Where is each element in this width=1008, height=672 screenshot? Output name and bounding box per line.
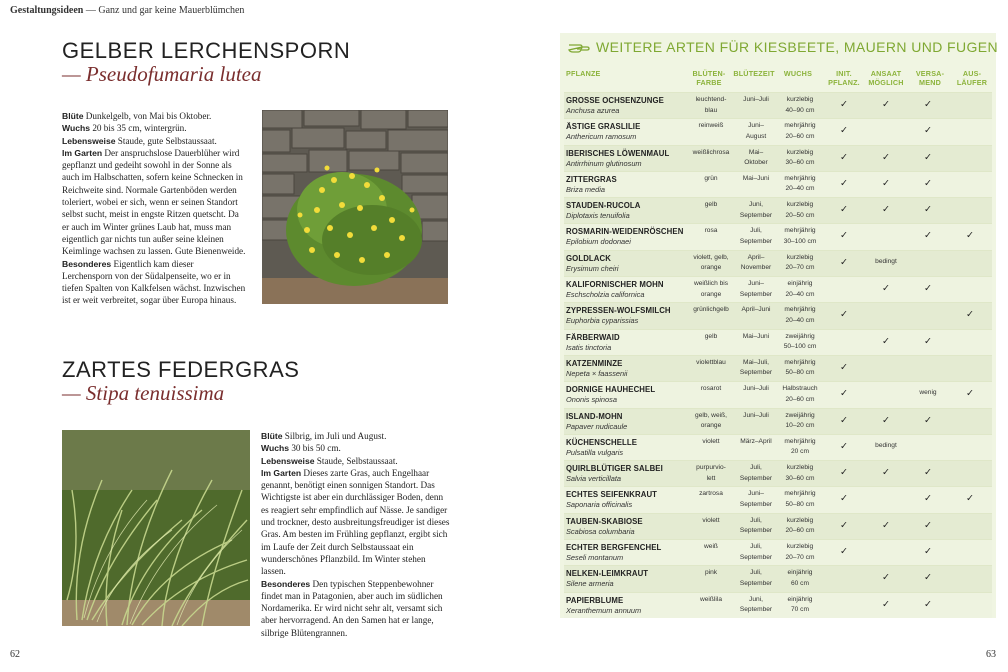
cell-zeit: Juni, September [739,595,773,614]
check-icon: ✓ [924,99,932,110]
cell-wuchs: Halbstrauch 20–60 cm [782,385,818,403]
plant-latin: Anthericum ramosum [566,132,637,142]
label-bluete: Blüte [261,431,283,441]
plant-latin: Epilobium dodonaei [566,237,631,247]
label-garten: Im Garten [62,147,103,158]
table-row [564,145,992,171]
check-icon: ✓ [924,493,932,505]
col-zeit: BLÜTEZEIT [733,69,775,78]
plant-latin: Antirrhinum glutinosum [566,158,642,168]
header-title: Ganz und gar keine Mauerblümchen [98,5,245,16]
cell-zeit: Juni–Juli [743,96,769,103]
plant-name: ISLAND-MOHN [566,411,623,421]
table-row [564,408,992,434]
check-icon: ✓ [882,572,890,584]
plant2-photo [62,430,250,626]
cell-zeit: Juni– August [745,122,767,140]
plant-latin: Scabiosa columbaria [566,526,635,536]
check-icon: ✓ [840,256,848,268]
table-row [564,592,992,618]
cell-zeit: März–April [740,437,772,445]
table-header [560,67,996,91]
table-row [564,565,992,591]
table-row [564,355,992,381]
col-wuchs: WUCHS [783,69,813,78]
check-icon: ✓ [924,204,932,216]
check-icon: ✓ [840,546,848,558]
plant-name: PAPIERBLUME [566,595,624,605]
plant-name: KÜCHENSCHELLE [566,437,638,447]
plant-latin: Ononis spinosa [566,395,617,405]
col-farbe: BLÜTEN- FARBE [692,69,726,87]
check-icon: ✓ [840,467,848,479]
plant1-description [62,110,246,307]
table-row [564,513,992,539]
cell-zeit: April–Juni [741,306,771,314]
table-row [564,539,992,565]
cell-zeit: Mai–Juli, September [739,358,773,377]
table-row [564,302,992,328]
plant-name: TAUBEN-SKABIOSE [566,516,643,526]
text-besonderes: Den typischen Steppenbewohner findet man in Patagonien, aber auch im südlichen Nordamerika. Er wird nicht sehr alt, versamt sich aber hervorragend. An den Samen hat er lange, silbrige Blütengrannen. [261,578,443,638]
plant-name: STAUDEN-RUCOLA [566,201,641,211]
cell-zeit: Mai–Juni [742,332,770,340]
check-icon: ✓ [924,283,932,295]
plant-latin: Nepeta × faassenii [566,368,628,378]
cell-zeit: Juli, September [739,464,773,482]
check-icon: ✓ [840,204,848,216]
table-row [564,486,992,512]
check-icon: ✓ [924,546,932,558]
check-icon: ✓ [840,440,848,452]
text-besonderes: Eigentlich kam dieser Lerchensporn von der Südalpenseite, wo er in tiefen Spalten von Kalkfelsen wächst. Inzwischen ist er weit verbreitet, sogar über Europa hinaus. [62,258,246,306]
table-row [564,329,992,355]
check-icon: ✓ [924,467,932,479]
check-icon: ✓ [966,388,974,400]
plant-latin: Seseli montanum [566,553,624,563]
label-garten: Im Garten [261,467,302,478]
text-lebensweise: Staude, Selbstaussaat. [316,455,398,466]
cell-zeit: April– November [740,253,772,272]
table-row [564,276,992,302]
cell-zeit: Juli, September [739,516,773,535]
plant-latin: Pulsatilla vulgaris [566,447,624,457]
check-icon: ✓ [882,99,890,110]
cell-wuchs: mehrjährig 20–60 cm [784,122,816,140]
cell-ansaat-text: bedingt [875,441,897,449]
plant1-title: GELBER LERCHENSPORN [62,38,351,63]
table-row [564,381,992,407]
check-icon: ✓ [966,309,974,321]
cell-zeit: Juli, September [739,543,773,561]
check-icon: ✓ [840,414,848,426]
cell-zeit: Juni, September [739,201,773,219]
check-icon: ✓ [882,598,890,610]
label-besonderes: Besonderes [62,258,112,269]
check-icon: ✓ [882,414,890,426]
cell-farbe: rosa [704,227,718,235]
check-icon: ✓ [882,204,890,216]
plant-latin: Briza media [566,184,606,194]
cell-wuchs: mehrjährig 20–40 cm [784,174,816,193]
col-auslaeufer: AUS- LÄUFER [956,69,988,87]
table-row [564,118,992,144]
plant2-latin: — Stipa tenuissima [62,381,225,405]
table-row [564,434,992,460]
cell-wuchs: kurzlebig 20–50 cm [785,201,815,219]
cell-farbe: weißlichrosa [692,148,730,156]
check-icon: ✓ [840,361,848,373]
cell-wuchs: mehrjährig 30–100 cm [783,227,817,245]
plant1-latin: — Pseudofumaria lutea [62,62,262,86]
check-icon: ✓ [840,309,848,321]
table-row [564,171,992,197]
table-row [564,460,992,486]
cell-farbe: gelb [704,201,718,209]
cell-zeit: Juni–Juli [743,411,769,419]
check-icon: ✓ [966,493,974,505]
label-lebensweise: Lebensweise [62,135,116,146]
col-pflanze: PFLANZE [566,69,601,78]
cell-zeit: Juni–Juli [743,385,769,393]
cell-farbe: weißlila [700,595,722,603]
plant-name: ZYPRESSEN-WOLFSMILCH [566,306,671,316]
cell-farbe: pink [704,569,718,577]
plant-latin: Saponaria officinalis [566,500,633,510]
check-icon: ✓ [924,598,932,610]
check-icon: ✓ [840,177,848,189]
cell-farbe: gelb [704,332,718,340]
check-icon: ✓ [924,519,932,531]
cell-wuchs: kurzlebig 30–60 cm [785,148,815,167]
cell-farbe: rosarot [700,385,722,393]
check-icon: ✓ [840,388,848,400]
plant-name: ROSMARIN-WEIDENRÖSCHEN [566,227,684,237]
check-icon: ✓ [924,230,932,242]
table-row [564,223,992,249]
plant-latin: Isatis tinctoria [566,342,612,352]
cell-wuchs: kurzlebig 20–60 cm [785,516,815,535]
text-garten: Dieses zarte Gras, auch Engelhaar genannt, benötigt einen sonnigen Standort. Das Wichtigste ist aber ein durchlässiger Boden, denn es reagiert sehr empfindlich auf Nässe. Je sandiger und trockner, desto ausbreitungsfreudiger ist dieses Gras. Am besten im Frühling gepflanzt, ergibt sich im Laufe der Zeit durch Selbstaussaat ein wunderschönes Pflanzbild. Im Winter stehen lassen. [261,467,450,577]
check-icon: ✓ [840,125,848,137]
cell-wuchs: mehrjährig 20–40 cm [784,306,816,324]
plant-latin: Silene armeria [566,579,614,589]
plant2-description [261,430,451,639]
pointing-hand-icon [568,40,590,54]
plant-latin: Erysimum cheiri [566,263,619,273]
plant-name: KATZENMINZE [566,358,623,368]
check-icon: ✓ [882,283,890,295]
plant-name: ÄSTIGE GRASLILIE [566,122,641,132]
table-body [564,92,992,618]
running-header [10,5,244,16]
table-row [564,92,992,118]
plant-latin: Anchusa azurea [566,106,620,115]
plant-name: GROSSE OCHSENZUNGE [566,96,664,105]
cell-farbe: violett [702,516,720,524]
table-row [564,197,992,223]
check-icon: ✓ [924,572,932,584]
plant-name: KALIFORNISCHER MOHN [566,280,664,290]
label-wuchs: Wuchs [261,443,290,454]
cell-zeit: Mai– Oktober [744,148,768,167]
table-title-text: WEITERE ARTEN FÜR KIESBEETE, MAUERN UND FUGEN [596,39,999,55]
cell-farbe: grün [704,174,718,182]
plant-latin: Papaver nudicaule [566,421,628,431]
header-dash: — [85,5,96,16]
cell-farbe: violett [702,437,720,445]
plant-name: DORNIGE HAUHECHEL [566,385,656,395]
plant-latin: Eschscholzia californica [566,290,645,300]
cell-zeit: Juli, September [739,569,773,587]
col-init: INIT. PFLANZ. [828,69,860,87]
check-icon: ✓ [924,151,932,163]
cell-wuchs: einjährig 70 cm [787,595,813,614]
check-icon: ✓ [840,151,848,163]
page-number-left: 62 [10,649,20,660]
plant-latin: Euphorbia cyparissias [566,316,639,326]
plant-latin: Salvia verticillata [566,474,622,484]
label-lebensweise: Lebensweise [261,455,315,466]
cell-wuchs: kurzlebig 20–70 cm [785,253,815,272]
cell-wuchs: kurzlebig 40–90 cm [785,96,815,114]
cell-farbe: weißlich bis orange [693,280,729,298]
cell-wuchs: kurzlebig 20–70 cm [785,543,815,561]
table-title [568,39,998,55]
check-icon: ✓ [882,335,890,347]
cell-wuchs: kurzlebig 30–60 cm [785,464,815,482]
plant-name: GOLDLACK [566,253,611,263]
text-lebensweise: Staude, gute Selbstaussaat. [117,135,217,146]
cell-wuchs: zweijährig 50–100 cm [783,332,817,351]
plant1-photo [262,110,448,304]
label-wuchs: Wuchs [62,123,91,134]
plant-latin: Diplotaxis tenuifolia [566,211,630,221]
table-row [564,250,992,276]
label-besonderes: Besonderes [261,578,311,589]
plant-name: ECHTER BERGFENCHEL [566,543,662,553]
text-wuchs: 30 bis 50 cm. [291,443,341,454]
check-icon: ✓ [882,467,890,479]
plant-latin: Xeranthemum annuum [566,605,642,615]
cell-zeit: Juni– September [739,280,773,298]
cell-wuchs: einjährig 20–40 cm [785,280,815,298]
col-versa: VERSA- MEND [915,69,945,87]
check-icon: ✓ [882,177,890,189]
label-bluete: Blüte [62,111,84,121]
cell-farbe: weiß [704,543,718,551]
check-icon: ✓ [840,99,848,110]
header-section: Gestaltungsideen [10,5,84,16]
cell-farbe: zartrosa [699,490,723,498]
check-icon: ✓ [840,230,848,242]
cell-farbe: gelb, weiß, orange [695,411,727,430]
page-number-right: 63 [986,649,996,660]
check-icon: ✓ [924,177,932,189]
cell-farbe: leuchtend- blau [695,96,727,114]
plant-name: IBERISCHES LÖWENMAUL [566,148,670,158]
text-wuchs: 20 bis 35 cm, wintergrün. [92,123,187,134]
cell-farbe: reinweiß [698,122,724,130]
plant-name: QUIRLBLÜTIGER SALBEI [566,464,663,474]
cell-zeit: Juli, September [739,227,773,245]
cell-zeit: Juni– September [739,490,773,508]
cell-ansaat-text: bedingt [875,257,897,265]
cell-farbe: grünlichgelb [693,306,729,314]
cell-zeit: Mai–Juni [742,174,770,182]
check-icon: ✓ [924,125,932,137]
cell-farbe: violettblau [696,358,726,366]
check-icon: ✓ [882,519,890,531]
check-icon: ✓ [840,519,848,531]
text-garten: Der anspruchslose Dauerblüher wird gepflanzt und gedeiht sowohl in der Sonne als auch im Halbschatten, sofern keine Schnecken in Reichweite sind. Normale Gartenböden werden toleriert, wobei er sich, wenn er seinen Standort selbst sucht, meist in engste Ritzen quetscht. Da er auch im Winter grünes Laub hat, muss man eigentlich gar nichts tun außer seine kleinen Keimlinge wachsen zu lassen. Gute Bienenweide. [62,147,246,257]
check-icon: ✓ [924,335,932,347]
plant-name: FÄRBERWAID [566,332,620,342]
cell-wuchs: mehrjährig 20 cm [784,437,816,456]
check-icon: ✓ [882,151,890,163]
species-table-panel [560,33,999,618]
check-icon: ✓ [966,230,974,242]
plant-name: NELKEN-LEIMKRAUT [566,569,649,579]
plant-name: ZITTERGRAS [566,174,617,184]
check-icon: ✓ [924,414,932,426]
text-bluete: Dunkelgelb, von Mai bis Oktober. [85,111,212,121]
plant-name: ECHTES SEIFENKRAUT [566,490,658,500]
text-bluete: Silbrig, im Juli und August. [284,431,387,441]
cell-versa-text: wenig [919,389,937,397]
col-ansaat: ANSAAT MÖGLICH [868,69,904,87]
plant2-title: ZARTES FEDERGRAS [62,357,300,382]
cell-wuchs: mehrjährig 50–80 cm [784,490,816,508]
cell-wuchs: einjährig 60 cm [787,569,813,587]
cell-wuchs: zweijährig 10–20 cm [785,411,815,430]
cell-farbe: purpurvio- lett [696,464,726,482]
cell-wuchs: mehrjährig 50–80 cm [784,358,816,377]
cell-farbe: violett, gelb, orange [693,253,729,272]
check-icon: ✓ [840,493,848,505]
